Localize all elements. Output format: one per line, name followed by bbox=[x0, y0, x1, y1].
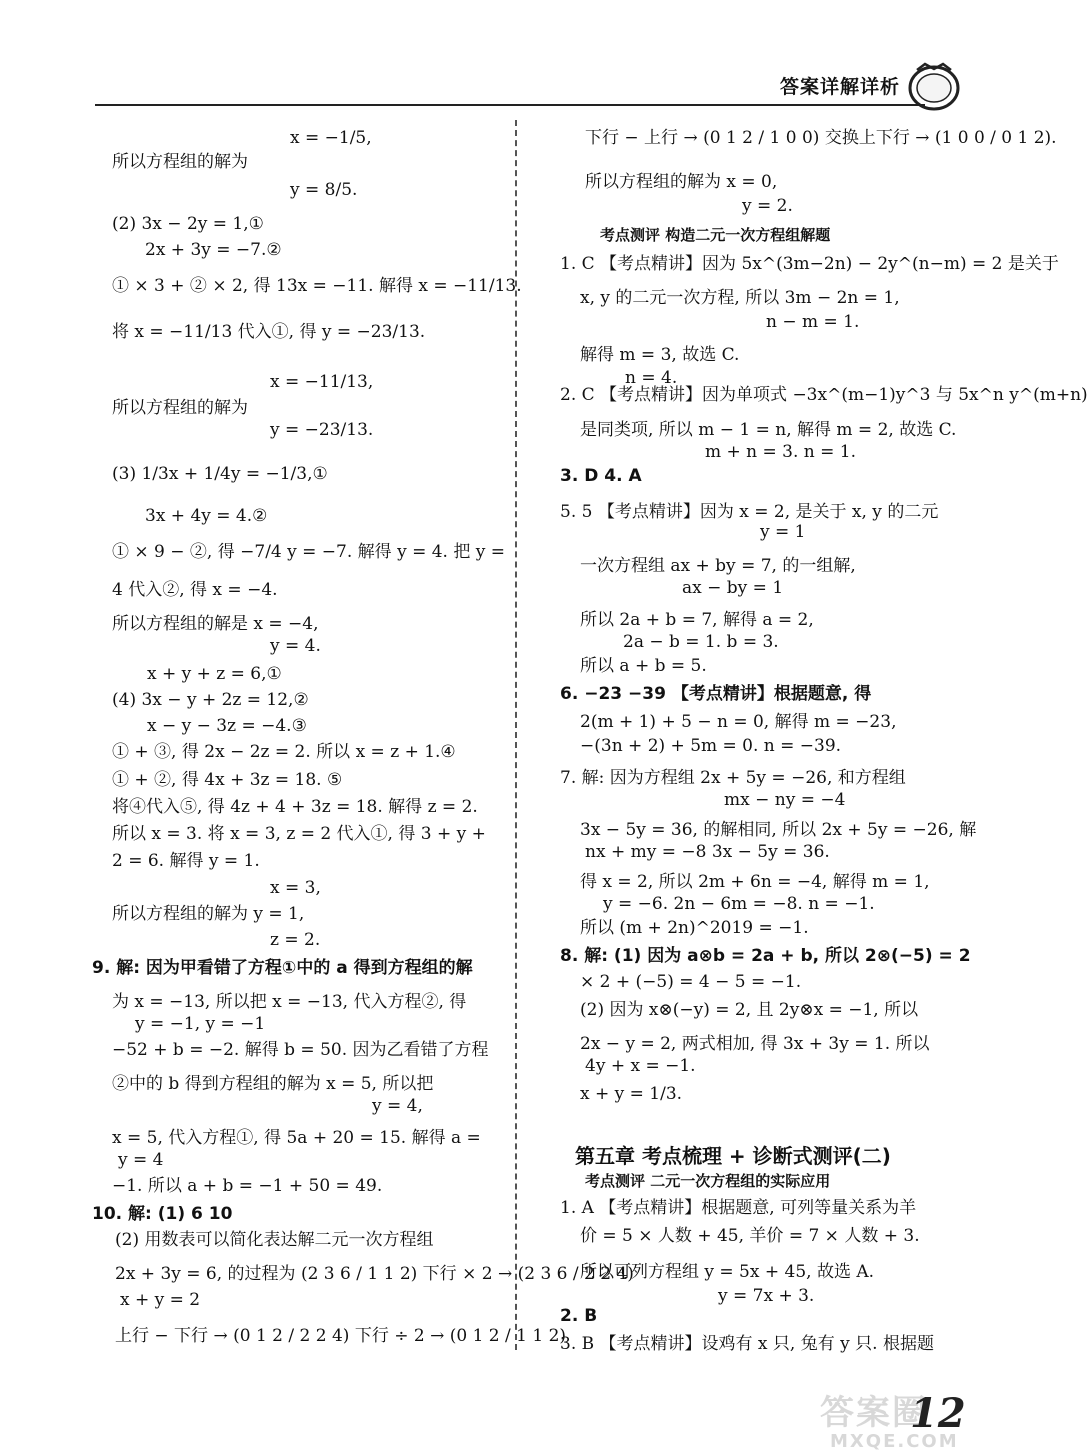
text-line: x = −11/13, bbox=[270, 372, 374, 392]
text-line: 所以 a + b = 5. bbox=[580, 656, 707, 676]
text-line: x = 3, bbox=[270, 878, 321, 898]
text-line: y = 7x + 3. bbox=[718, 1286, 815, 1306]
text-line: 2a − b = 1. b = 3. bbox=[623, 632, 779, 652]
text-line: y = 4. bbox=[270, 636, 321, 656]
column-divider bbox=[515, 120, 517, 1350]
text-line: 所以方程组的解为 bbox=[112, 152, 248, 172]
text-line: y = −6. 2n − 6m = −8. n = −1. bbox=[603, 894, 875, 914]
text-line: 所以方程组的解为 bbox=[112, 398, 248, 418]
text-line: −52 + b = −2. 解得 b = 50. 因为乙看错了方程 bbox=[112, 1040, 489, 1060]
text-line: (2) 因为 x⊗(−y) = 2, 且 2y⊗x = −1, 所以 bbox=[580, 1000, 919, 1020]
text-line: ① + ②, 得 4x + 3z = 18. ⑤ bbox=[112, 770, 343, 790]
text-line: 2. C 【考点精讲】因为单项式 −3x^(m−1)y^3 与 5x^n y^(m+n) bbox=[560, 385, 1088, 405]
text-line: 2x + 3y = −7.② bbox=[145, 240, 282, 260]
text-line: 10. 解: (1) 6 10 bbox=[92, 1204, 233, 1224]
text-line: 是同类项, 所以 m − 1 = n, 解得 m = 2, 故选 C. bbox=[580, 420, 957, 440]
text-line: x − y − 3z = −4.③ bbox=[147, 716, 307, 736]
text-line: 得 x = 2, 所以 2m + 6n = −4, 解得 m = 1, bbox=[580, 872, 930, 892]
text-line: × 2 + (−5) = 4 − 5 = −1. bbox=[580, 972, 802, 992]
text-line: 2x + 3y = 6, 的过程为 (2 3 6 / 1 1 2) 下行 × 2 → (2 3 6 / 2 2 4) bbox=[115, 1264, 634, 1284]
text-line: 3. D 4. A bbox=[560, 466, 642, 486]
text-line: 所以方程组的解为 x = 0, bbox=[585, 172, 778, 192]
text-line: 1. C 【考点精讲】因为 5x^(3m−2n) − 2y^(n−m) = 2 是关于 bbox=[560, 254, 1059, 274]
text-line: 一次方程组 ax + by = 7, 的一组解, bbox=[580, 556, 856, 576]
text-line: x + y + z = 6,① bbox=[147, 664, 282, 684]
text-line: 2. B bbox=[560, 1306, 598, 1326]
text-line: 所以 (m + 2n)^2019 = −1. bbox=[580, 918, 809, 938]
text-line: y = 4, bbox=[372, 1096, 423, 1116]
text-line: 2x − y = 2, 两式相加, 得 3x + 3y = 1. 所以 bbox=[580, 1034, 930, 1054]
text-line: 2 = 6. 解得 y = 1. bbox=[112, 851, 260, 871]
text-line: ax − by = 1 bbox=[682, 578, 784, 598]
text-line: 3x − 5y = 36, 的解相同, 所以 2x + 5y = −26, 解 bbox=[580, 820, 977, 840]
text-line: ① × 9 − ②, 得 −7/4 y = −7. 解得 y = 4. 把 y = bbox=[112, 542, 506, 562]
text-line: y = 2. bbox=[742, 196, 793, 216]
watermark: 答案圈 MXQE.COM bbox=[820, 1393, 959, 1452]
page-number: 12 bbox=[910, 1390, 966, 1437]
chapter-heading: 第五章 考点梳理 + 诊断式测评(二) bbox=[575, 1144, 891, 1168]
text-line: 9. 解: 因为甲看错了方程①中的 a 得到方程组的解 bbox=[92, 958, 473, 978]
text-line: 将 x = −11/13 代入①, 得 y = −23/13. bbox=[112, 322, 426, 342]
text-line: 所以 x = 3. 将 x = 3, z = 2 代入①, 得 3 + y + bbox=[112, 824, 486, 844]
text-line: 下行 − 上行 → (0 1 2 / 1 0 0) 交换上下行 → (1 0 0 / 0 1 2). bbox=[585, 128, 1057, 148]
text-line: y = −23/13. bbox=[270, 420, 374, 440]
text-line: −(3n + 2) + 5m = 0. n = −39. bbox=[580, 736, 842, 756]
text-line: 7. 解: 因为方程组 2x + 5y = −26, 和方程组 bbox=[560, 768, 906, 788]
text-line: x = −1/5, bbox=[290, 128, 372, 148]
text-line: x + y = 1/3. bbox=[580, 1084, 683, 1104]
text-line: y = 4 bbox=[118, 1150, 164, 1170]
header-title: 答案详解详析 bbox=[780, 76, 901, 98]
text-line: 1. A 【考点精讲】根据题意, 可列等量关系为羊 bbox=[560, 1198, 917, 1218]
text-line: 上行 − 下行 → (0 1 2 / 2 2 4) 下行 ÷ 2 → (0 1 2 / 1 1 2) bbox=[115, 1326, 567, 1346]
text-line: n − m = 1. bbox=[766, 312, 860, 332]
text-line: 5. 5 【考点精讲】因为 x = 2, 是关于 x, y 的二元 bbox=[560, 502, 939, 522]
section-subheading: 考点测评 二元一次方程组的实际应用 bbox=[585, 1172, 831, 1190]
text-line: y = −1, y = −1 bbox=[135, 1014, 266, 1034]
text-line: x + y = 2 bbox=[120, 1290, 201, 1310]
text-line: 为 x = −13, 所以把 x = −13, 代入方程②, 得 bbox=[112, 992, 467, 1012]
text-line: −1. 所以 a + b = −1 + 50 = 49. bbox=[112, 1176, 383, 1196]
text-line: (2) 用数表可以简化表达解二元一次方程组 bbox=[115, 1230, 434, 1250]
text-line: 价 = 5 × 人数 + 45, 羊价 = 7 × 人数 + 3. bbox=[580, 1226, 920, 1246]
text-line: ②中的 b 得到方程组的解为 x = 5, 所以把 bbox=[112, 1074, 434, 1094]
text-line: x = 5, 代入方程①, 得 5a + 20 = 15. 解得 a = bbox=[112, 1128, 481, 1148]
section-subheading: 考点测评 构造二元一次方程组解题 bbox=[600, 226, 831, 244]
text-line: (3) 1/3x + 1/4y = −1/3,① bbox=[112, 464, 328, 484]
text-line: y = 1 bbox=[760, 522, 806, 542]
text-line: 解得 m = 3, 故选 C. bbox=[580, 345, 740, 365]
text-line: n = 4. bbox=[625, 368, 678, 388]
text-line: ① + ③, 得 2x − 2z = 2. 所以 x = z + 1.④ bbox=[112, 742, 456, 762]
text-line: ① × 3 + ② × 2, 得 13x = −11. 解得 x = −11/13. bbox=[112, 276, 522, 296]
text-line: 6. −23 −39 【考点精讲】根据题意, 得 bbox=[560, 684, 872, 704]
text-line: 所以 2a + b = 7, 解得 a = 2, bbox=[580, 610, 814, 630]
text-line: 所以方程组的解是 x = −4, bbox=[112, 614, 319, 634]
text-line: (4) 3x − y + 2z = 12,② bbox=[112, 690, 309, 710]
text-line: m + n = 3. n = 1. bbox=[705, 442, 857, 462]
text-line: 将④代入⑤, 得 4z + 4 + 3z = 18. 解得 z = 2. bbox=[112, 797, 478, 817]
text-line: 所以可列方程组 y = 5x + 45, 故选 A. bbox=[580, 1262, 875, 1282]
text-line: 4 代入②, 得 x = −4. bbox=[112, 580, 278, 600]
text-line: y = 8/5. bbox=[290, 180, 358, 200]
header-divider bbox=[95, 104, 925, 106]
text-line: z = 2. bbox=[270, 930, 321, 950]
text-line: 2(m + 1) + 5 − n = 0, 解得 m = −23, bbox=[580, 712, 897, 732]
text-line: (2) 3x − 2y = 1,① bbox=[112, 214, 264, 234]
text-line: 3. B 【考点精讲】设鸡有 x 只, 兔有 y 只. 根据题 bbox=[560, 1334, 934, 1354]
text-line: nx + my = −8 3x − 5y = 36. bbox=[585, 842, 830, 862]
text-line: 3x + 4y = 4.② bbox=[145, 506, 268, 526]
text-line: mx − ny = −4 bbox=[724, 790, 846, 810]
text-line: 所以方程组的解为 y = 1, bbox=[112, 904, 305, 924]
text-line: 4y + x = −1. bbox=[585, 1056, 696, 1076]
text-line: 8. 解: (1) 因为 a⊗b = 2a + b, 所以 2⊗(−5) = 2 bbox=[560, 946, 971, 966]
text-line: x, y 的二元一次方程, 所以 3m − 2n = 1, bbox=[580, 288, 900, 308]
